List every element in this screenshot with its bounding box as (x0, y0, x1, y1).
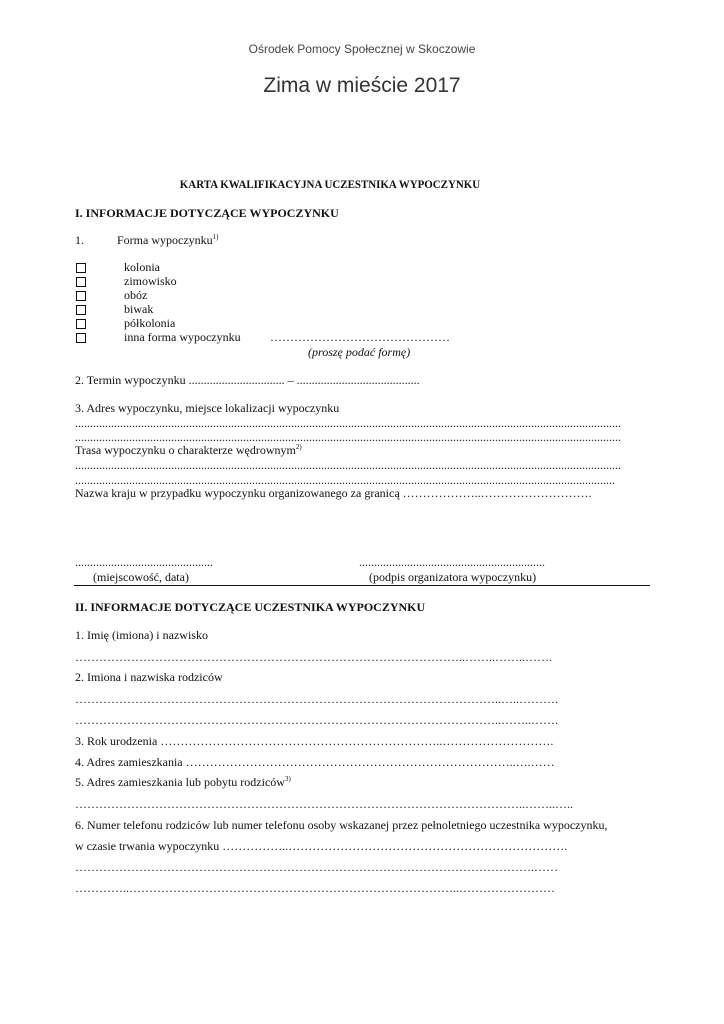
option-label: kolonia (124, 260, 160, 274)
checkbox-zimowisko[interactable] (76, 277, 86, 287)
term-field[interactable]: 2. Termin wypoczynku ................................ – ......................................... (75, 373, 420, 387)
organization-name: Ośrodek Pomocy Społecznej w Skoczowie (248, 42, 476, 56)
q1-label: Forma wypoczynku$^{1)}$ (117, 233, 219, 247)
phone-field-2[interactable]: …………………………………………………………………………………………………….…… (75, 860, 558, 874)
birth-year-field[interactable]: 3. Rok urodzenia ……………………………………………………………..………………………. (75, 734, 554, 748)
option-label: biwak (124, 302, 154, 316)
footnote-marker: 2) (295, 443, 302, 451)
place-date-field[interactable]: .............................................. (75, 555, 213, 569)
parents-address-field[interactable]: …………………………………………………………………………………………………..……..….. (75, 797, 573, 811)
place-date-label: (miejscowość, data) (93, 570, 189, 584)
option-label: obóz (124, 288, 148, 302)
address-label: 3. Adres wypoczynku, miejsce lokalizacji wypoczynku (75, 401, 340, 415)
name-label: 1. Imię (imiona) i nazwisko (75, 628, 208, 642)
checkbox-other[interactable] (76, 333, 86, 343)
organizer-signature-field[interactable]: .............................................................. (359, 555, 545, 569)
option-label: zimowisko (124, 274, 177, 288)
option-label: inna forma wypoczynku (124, 330, 241, 344)
phone-field[interactable]: w czasie trwania wypoczynku ……………..……………………………………………………………. (75, 839, 568, 853)
other-form-hint: (proszę podać formę) (308, 345, 411, 359)
parents-field-1[interactable]: ……………………………………………………………………………………………..…..………. (75, 692, 558, 706)
checkbox-polkolonia[interactable] (76, 319, 86, 329)
address-field-1[interactable]: ...................................................................................................................................................................................... (75, 416, 621, 430)
address-field-2[interactable]: ...................................................................................................................................................................................... (75, 430, 621, 444)
home-address-field[interactable]: 4. Adres zamieszkania ………………………………………………………………………..….…… (75, 755, 555, 769)
checkbox-kolonia[interactable] (76, 263, 86, 273)
checkbox-biwak[interactable] (76, 305, 86, 315)
option-label: półkolonia (124, 316, 176, 330)
phone-label: 6. Numer telefonu rodziców lub numer telefonu osoby wskazanej przez pełnoletniego uczestnika wypoczynku, (75, 818, 608, 832)
organizer-signature-label: (podpis organizatora wypoczynku) (369, 570, 537, 584)
footnote-marker: 1) (212, 233, 219, 241)
parents-address-label: 5. Adres zamieszkania lub pobytu rodziców$^{3)}$ (75, 775, 291, 789)
section-1-heading: I. INFORMACJE DOTYCZĄCE WYPOCZYNKU (75, 206, 339, 220)
other-form-field[interactable]: ……………………………………… (270, 330, 450, 344)
event-title: Zima w mieście 2017 (263, 74, 461, 97)
parents-field-2[interactable]: ……………………………………………………………………………………………..……..……. (75, 713, 558, 727)
checkbox-oboz[interactable] (76, 291, 86, 301)
country-field[interactable]: Nazwa kraju w przypadku wypoczynku organizowanego za granicą ………………..………………………. (75, 486, 592, 500)
form-title: KARTA KWALIFIKACYJNA UCZESTNIKA WYPOCZYNKU (179, 177, 481, 191)
route-label: Trasa wypoczynku o charakterze wędrownym$^{2)}$ (75, 443, 302, 457)
footnote-marker: 3) (284, 775, 291, 783)
route-field-2[interactable]: .................................................................................................................................................................................... (75, 473, 615, 487)
name-field[interactable]: ……………………………………………………………………………………..……..……..……. (75, 650, 552, 664)
phone-field-3[interactable]: …………..………………………………………………………………………..…………………… (75, 881, 555, 895)
route-field-1[interactable]: ...................................................................................................................................................................................... (75, 458, 621, 472)
q1-number: 1. (75, 233, 84, 247)
section-divider (74, 585, 650, 586)
section-2-heading: II. INFORMACJE DOTYCZĄCE UCZESTNIKA WYPOCZYNKU (75, 600, 426, 614)
parents-label: 2. Imiona i nazwiska rodziców (75, 670, 223, 684)
